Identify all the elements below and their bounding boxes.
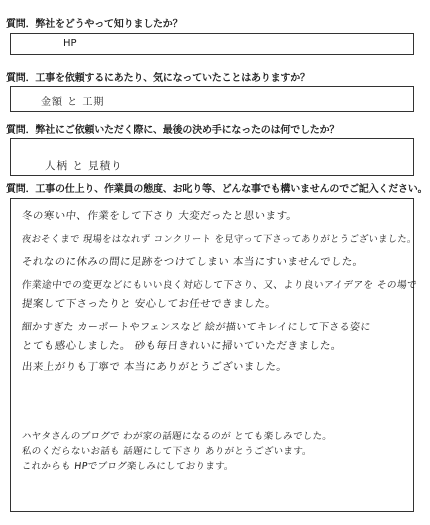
answer-box-2 bbox=[10, 86, 414, 112]
question-3-label: 質問．弊社にご依頼いただく際に、最後の決め手になったのは何でしたか？ bbox=[6, 125, 340, 136]
question-4-label: 質問．工事の仕上り、作業員の態度、お叱り等、どんな事でも構いませんのでご記入ください。 bbox=[6, 184, 428, 195]
answer-box-1 bbox=[10, 33, 414, 55]
answer-4-line-6: 細かすぎた カーポートやフェンスなど 絵が描いてキレイにして下さる姿に bbox=[21, 322, 372, 333]
answer-4-line-4: 作業途中での変更などにもいい良く対応して下さり、又、より良いアイデアを その場で bbox=[21, 280, 418, 291]
answer-box-3 bbox=[10, 138, 414, 176]
answer-1-text: HP bbox=[63, 38, 77, 49]
answer-4-line-5: 提案して下さったりと 安心してお任せできました。 bbox=[21, 298, 278, 310]
answer-2-text: 金額 と 工期 bbox=[41, 97, 105, 108]
answer-4-footer-line-1: ハヤタさんのブログで わが家の話題になるのが とても楽しみでした。 bbox=[21, 431, 333, 442]
answer-4-line-1: 冬の寒い中、作業をして下さり 大変だったと思います。 bbox=[21, 210, 298, 222]
question-1-label: 質問．弊社をどうやって知りましたか？ bbox=[6, 19, 183, 30]
answer-4-footer-line-3: これからも HPでブログ楽しみにしております。 bbox=[21, 461, 235, 472]
answer-4-footer-line-2: 私のくだらないお話も 話題にして下さり ありがとうございます。 bbox=[21, 446, 313, 457]
answer-4-line-2: 夜おそくまで 現場をはなれず コンクリート を見守って下さってありがとうございました。 bbox=[21, 234, 418, 245]
answer-4-line-3: それなのに休みの間に足跡をつけてしまい 本当にすいませんでした。 bbox=[21, 256, 365, 268]
question-2-label: 質問．工事を依頼するにあたり、気になっていたことはありますか？ bbox=[6, 73, 310, 84]
answer-4-line-7: とても感心しました。 砂も毎日きれいに掃いていただきました。 bbox=[21, 340, 343, 352]
answer-4-line-8: 出来上がりも丁寧で 本当にありがとうございました。 bbox=[21, 361, 288, 373]
answer-3-text: 人柄 と 見積り bbox=[45, 160, 123, 172]
